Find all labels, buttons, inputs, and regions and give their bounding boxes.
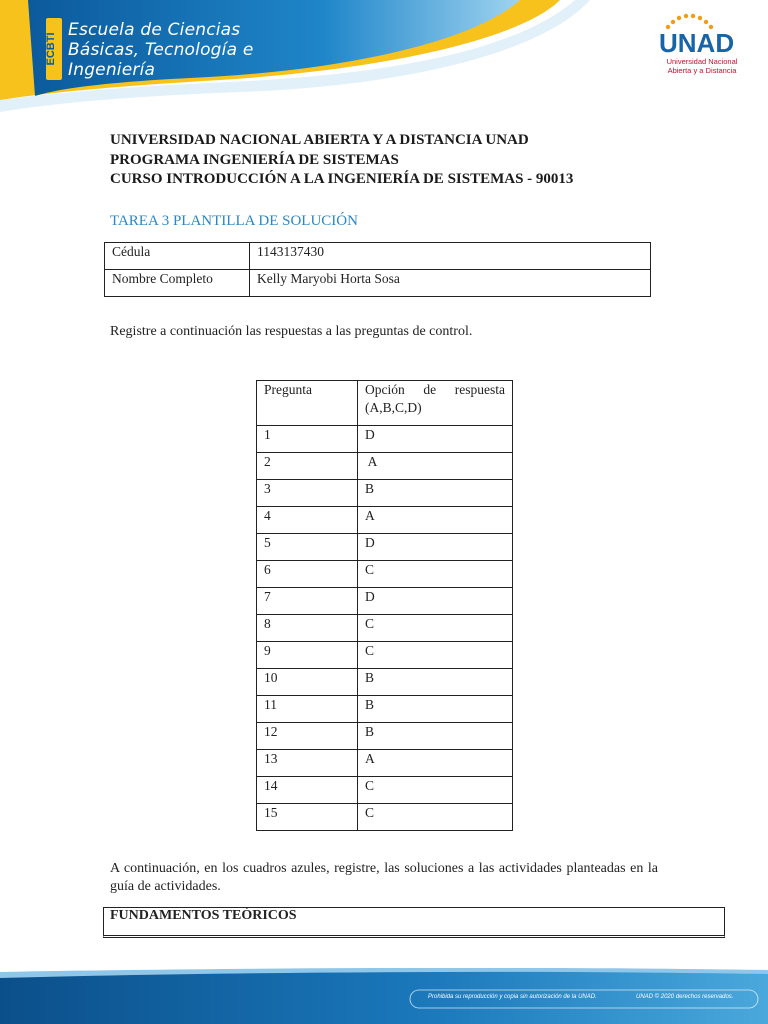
answer-option: D (358, 534, 513, 561)
table-row (257, 750, 513, 777)
table-row (257, 588, 513, 615)
answer-option: B (358, 696, 513, 723)
school-name-line: Escuela de Ciencias (68, 20, 241, 40)
answer-option: C (358, 777, 513, 804)
footer-copy-note: Prohibida su reproducción y copia sin autorización de la UNAD. (428, 994, 597, 1000)
question-number: 15 (257, 804, 358, 831)
info-label: Cédula (105, 243, 250, 270)
table-row (257, 561, 513, 588)
heading-line: PROGRAMA INGENIERÍA DE SISTEMAS (110, 151, 399, 168)
table-header-row (257, 381, 513, 426)
table-row (257, 777, 513, 804)
answer-option: C (358, 642, 513, 669)
table-row (257, 453, 513, 480)
answer-option: C (358, 615, 513, 642)
question-column-header: Pregunta (257, 381, 358, 426)
continuation-text: A continuación, en los cuadros azules, registre, las soluciones a las actividades planteadas en la guía de actividades. (110, 861, 658, 894)
question-number: 13 (257, 750, 358, 777)
table-row (257, 669, 513, 696)
heading-line: UNIVERSIDAD NACIONAL ABIERTA Y A DISTANCIA UNAD (110, 132, 529, 148)
info-value: Kelly Maryobi Horta Sosa (250, 270, 651, 297)
school-name-line: Ingeniería (68, 60, 156, 80)
logo-subtitle (652, 57, 752, 75)
question-number: 7 (257, 588, 358, 615)
info-value: 1143137430 (250, 243, 651, 270)
answer-option: B (358, 480, 513, 507)
footer-rights-note: UNAD © 2020 derechos reservados. (636, 994, 734, 1000)
question-number: 12 (257, 723, 358, 750)
question-number: 14 (257, 777, 358, 804)
table-row (257, 642, 513, 669)
logo-subtitle-line: Abierta y a Distancia (667, 66, 737, 75)
table-row (257, 615, 513, 642)
question-number: 11 (257, 696, 358, 723)
table-row (105, 243, 651, 270)
table-row (257, 723, 513, 750)
table-row (257, 480, 513, 507)
instruction-text: Registre a continuación las respuestas a las preguntas de control. (110, 324, 473, 339)
table-row (257, 534, 513, 561)
answer-option: C (358, 804, 513, 831)
document-heading (110, 131, 573, 190)
answer-option: D (358, 426, 513, 453)
question-number: 1 (257, 426, 358, 453)
answers-table (256, 380, 513, 831)
answer-option: C (358, 561, 513, 588)
question-number: 6 (257, 561, 358, 588)
answer-option: A (358, 507, 513, 534)
logo-text: UNAD (659, 28, 735, 58)
ecbti-tag (46, 18, 62, 80)
question-number: 5 (257, 534, 358, 561)
table-row (105, 270, 651, 297)
question-number: 9 (257, 642, 358, 669)
fundamentos-box (103, 907, 725, 938)
answer-option: A (358, 750, 513, 777)
answer-option: B (358, 723, 513, 750)
option-column-header: Opción de respuesta (A,B,C,D) (358, 381, 513, 426)
question-number: 10 (257, 669, 358, 696)
question-number: 3 (257, 480, 358, 507)
fundamentos-title: FUNDAMENTOS TEÓRICOS (110, 908, 297, 923)
table-row (257, 804, 513, 831)
ecbti-tag-text: ECBTI (46, 32, 57, 66)
tarea-title: TAREA 3 PLANTILLA DE SOLUCIÓN (110, 213, 358, 229)
question-number: 4 (257, 507, 358, 534)
question-number: 8 (257, 615, 358, 642)
logo-subtitle-line: Universidad Nacional (666, 57, 738, 66)
info-label: Nombre Completo (105, 270, 250, 297)
question-number: 2 (257, 453, 358, 480)
table-row (257, 507, 513, 534)
answer-option: D (358, 588, 513, 615)
table-row (257, 426, 513, 453)
table-row (257, 696, 513, 723)
answer-option: A (358, 453, 513, 480)
school-name-line: Básicas, Tecnología e (68, 40, 254, 60)
heading-line: CURSO INTRODUCCIÓN A LA INGENIERÍA DE SISTEMAS - 90013 (110, 171, 574, 187)
answer-option: B (358, 669, 513, 696)
school-name (68, 20, 253, 80)
student-info-table (104, 242, 651, 297)
